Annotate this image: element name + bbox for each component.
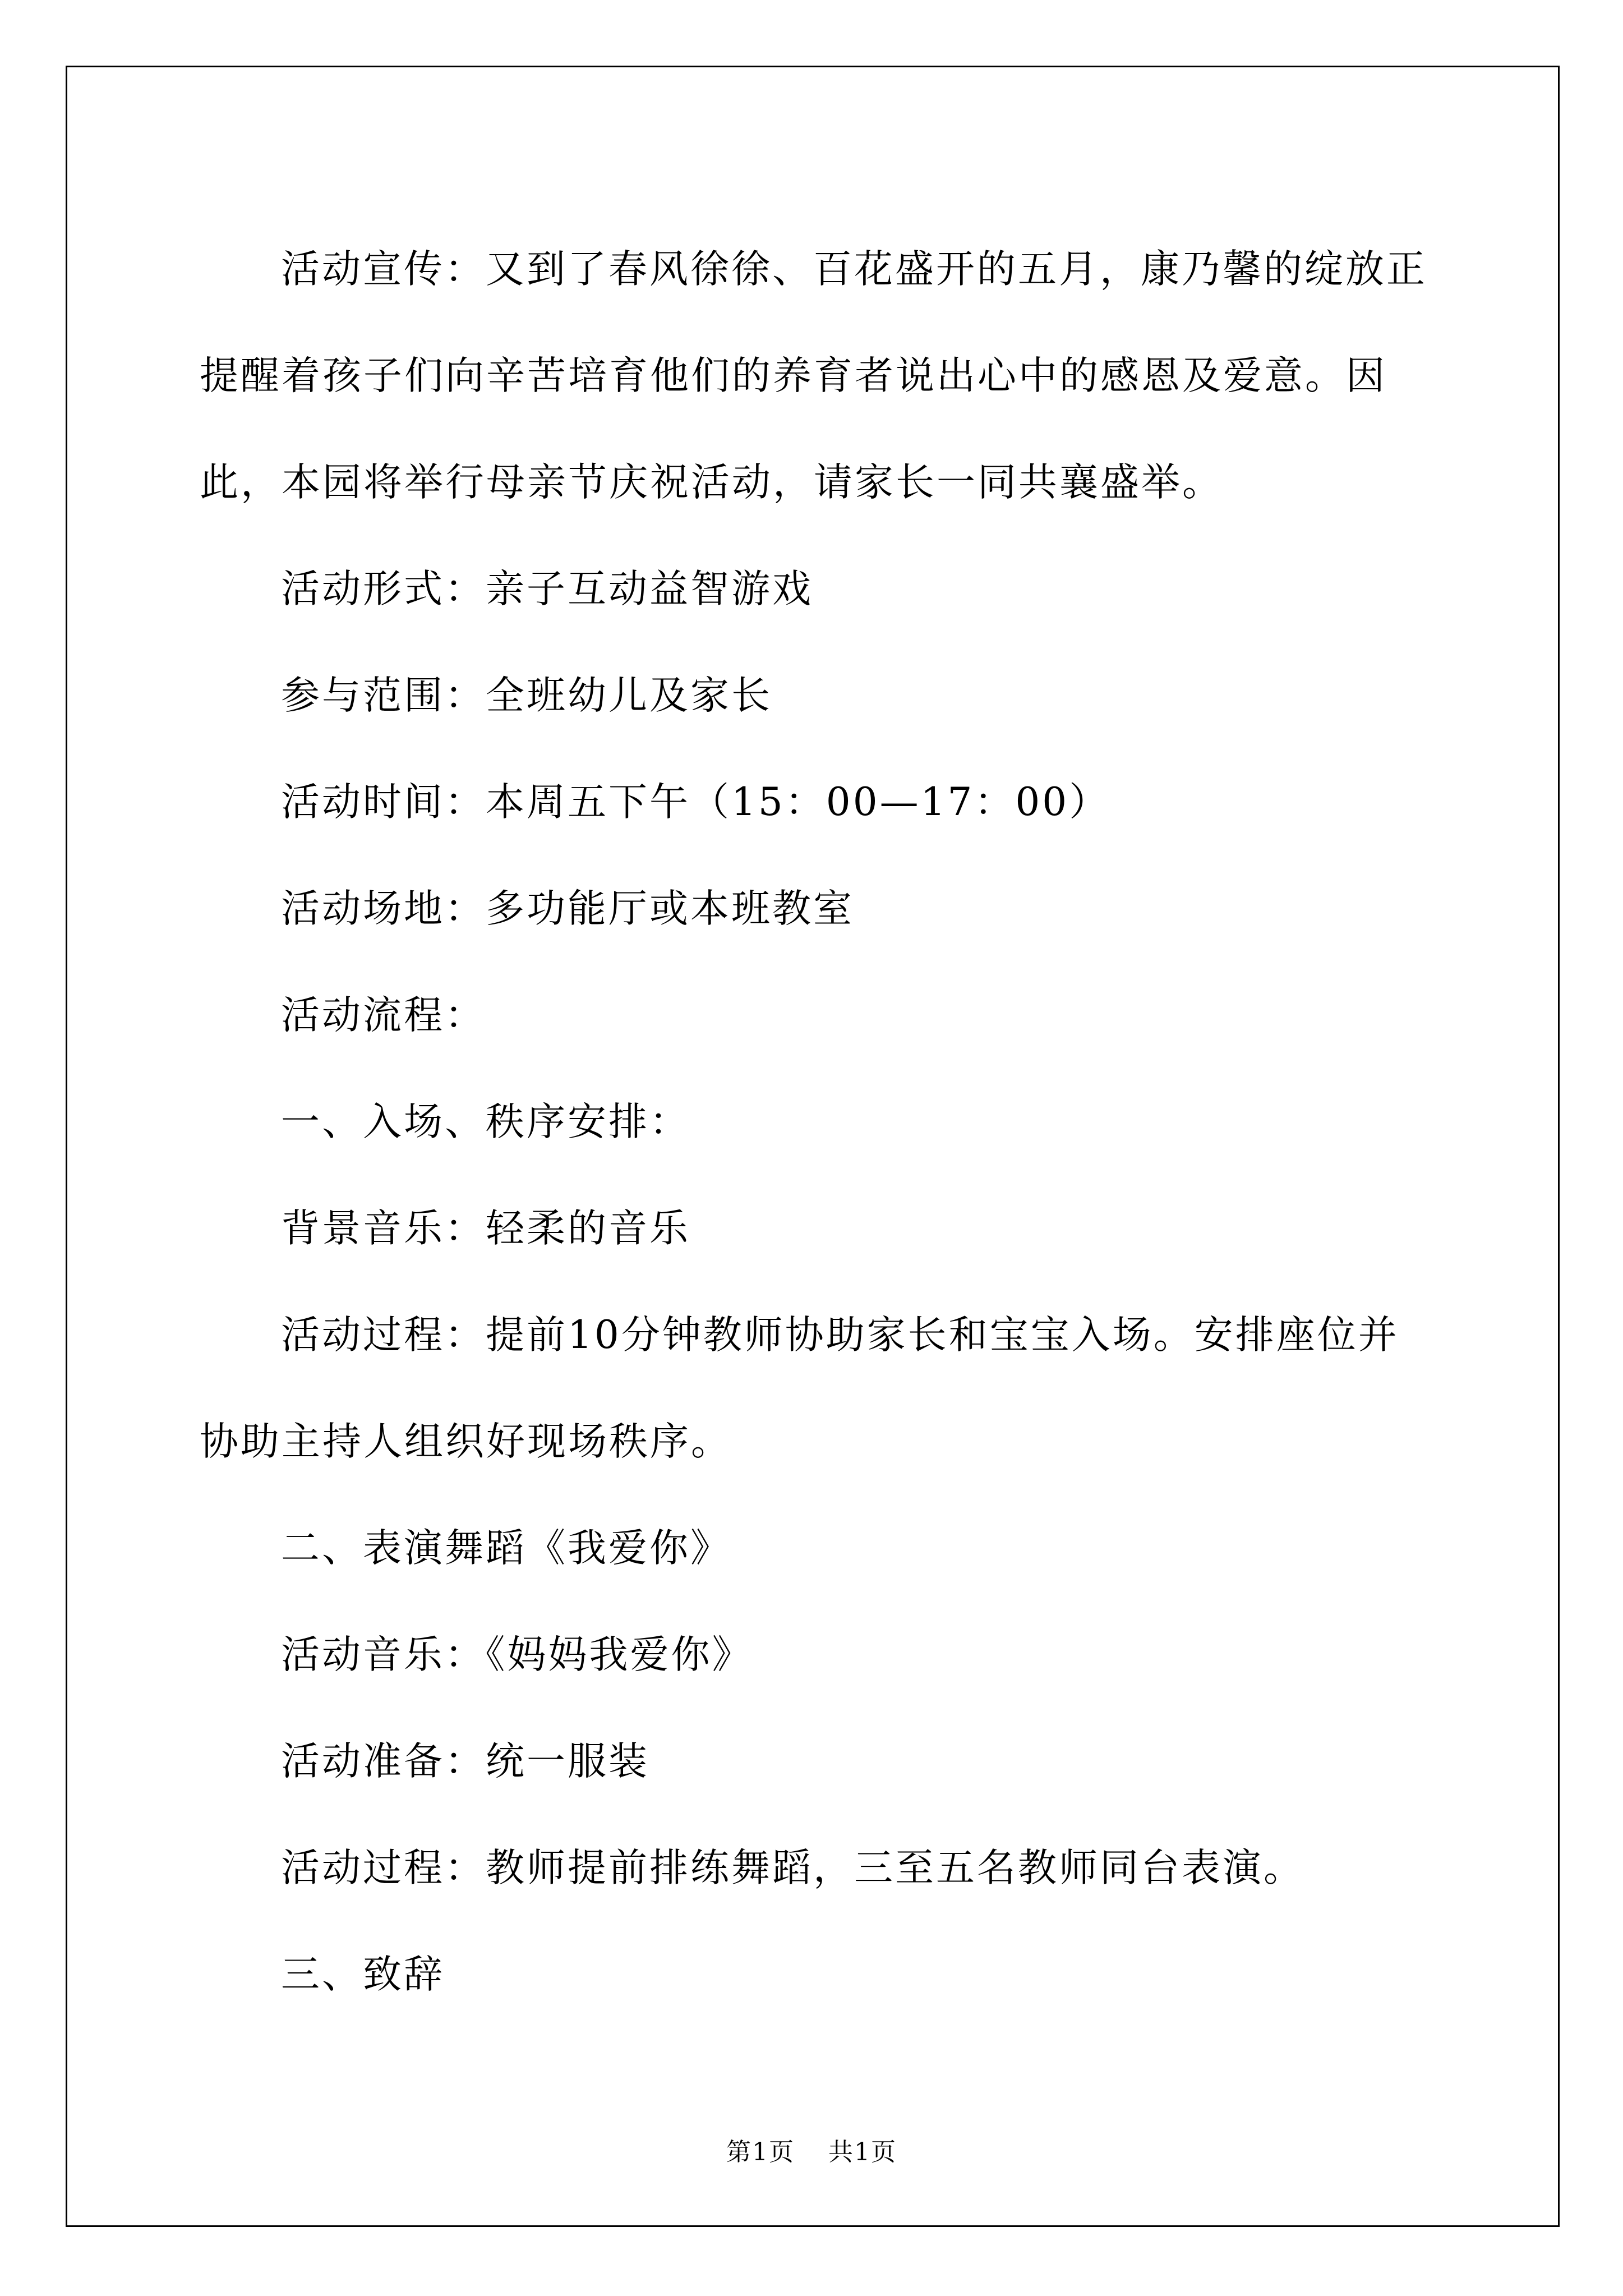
paragraph-activity-music: 活动音乐：《妈妈我爱你》 bbox=[281, 1632, 753, 1677]
paragraph-process-heading: 活动流程： bbox=[281, 993, 486, 1038]
page-footer bbox=[0, 2132, 1623, 2168]
page-total: 共1页 bbox=[828, 2138, 897, 2166]
paragraph-section-1: 一、入场、秩序安排： bbox=[281, 1099, 690, 1144]
document-body bbox=[200, 216, 1439, 2028]
paragraph-venue: 活动场地：多功能厅或本班教室 bbox=[281, 886, 854, 931]
paragraph-section-3: 三、致辞 bbox=[281, 1952, 445, 1997]
page-number: 第1页 bbox=[726, 2138, 795, 2166]
paragraph-process-2: 活动过程：教师提前排练舞蹈，三至五名教师同台表演。 bbox=[281, 1846, 1304, 1890]
paragraph-promotion: 活动宣传：又到了春风徐徐、百花盛开的五月，康乃馨的绽放正提醒着孩子们向辛苦培育他们的养育者说出心中的感恩及爱意。因此，本园将举行母亲节庆祝活动，请家长一同共襄盛举。 bbox=[200, 247, 1427, 505]
paragraph-time: 活动时间：本周五下午（15：00—17：00） bbox=[281, 780, 1110, 825]
paragraph-section-2: 二、表演舞蹈《我爱你》 bbox=[281, 1526, 731, 1571]
paragraph-background-music: 背景音乐：轻柔的音乐 bbox=[281, 1206, 690, 1251]
paragraph-scope: 参与范围：全班幼儿及家长 bbox=[281, 673, 772, 718]
paragraph-process-1: 活动过程：提前10分钟教师协助家长和宝宝入场。安排座位并协助主持人组织好现场秩序。 bbox=[200, 1313, 1399, 1464]
paragraph-format: 活动形式：亲子互动益智游戏 bbox=[281, 567, 813, 611]
paragraph-preparation: 活动准备：统一服装 bbox=[281, 1739, 649, 1784]
